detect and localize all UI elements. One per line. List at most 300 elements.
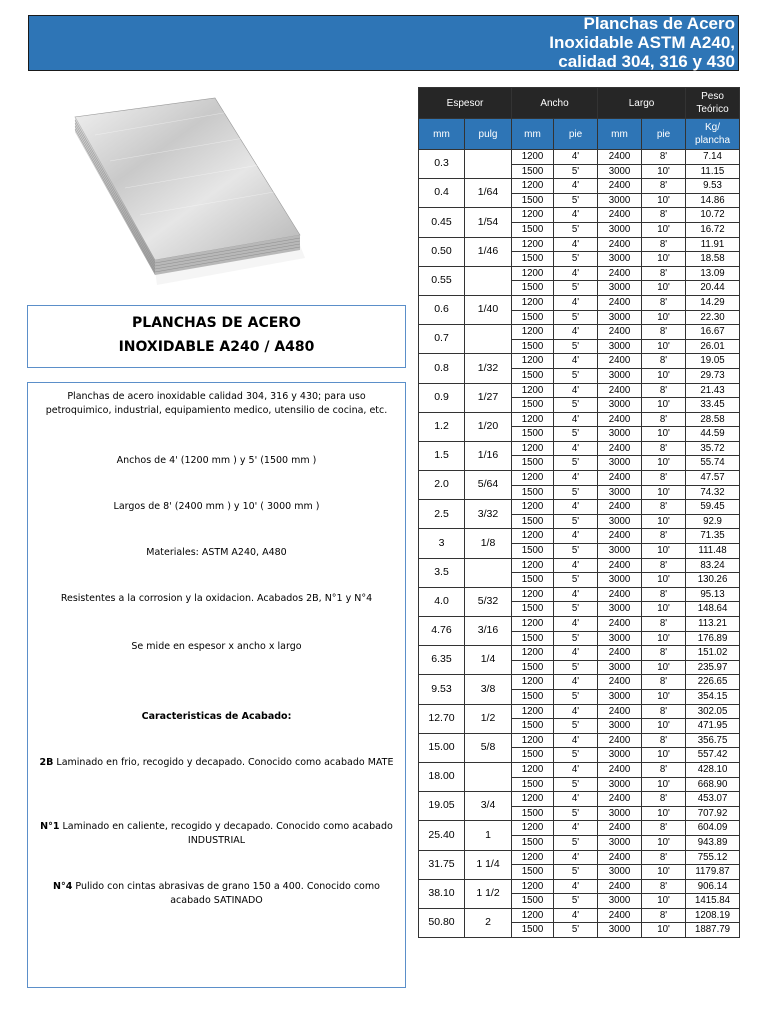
- length-ft-cell: 8': [642, 908, 686, 923]
- weight-cell: 35.72: [686, 441, 740, 456]
- weight-cell: 668.90: [686, 777, 740, 792]
- length-ft-cell: 8': [642, 587, 686, 602]
- width-ft-cell: 5': [554, 660, 598, 675]
- length-ft-cell: 10': [642, 894, 686, 909]
- width-ft-cell: 4': [554, 762, 598, 777]
- width-mm-cell: 1500: [512, 164, 554, 179]
- length-mm-cell: 3000: [598, 660, 642, 675]
- table-row: [419, 529, 740, 544]
- length-mm-cell: 3000: [598, 806, 642, 821]
- thickness-mm-cell: 4.76: [419, 617, 465, 646]
- weight-cell: 1179.87: [686, 865, 740, 880]
- finish-2b: [34, 756, 399, 770]
- width-mm-cell: 1200: [512, 762, 554, 777]
- table-row: [419, 908, 740, 923]
- banner-title-line-1: Planchas de Acero: [583, 14, 735, 33]
- width-ft-cell: 4': [554, 295, 598, 310]
- width-mm-cell: 1200: [512, 295, 554, 310]
- width-ft-cell: 5': [554, 689, 598, 704]
- thickness-mm-cell: 2.0: [419, 471, 465, 500]
- table-row: [419, 150, 740, 165]
- weight-cell: 19.05: [686, 354, 740, 369]
- weight-cell: 59.45: [686, 500, 740, 515]
- length-ft-cell: 8': [642, 558, 686, 573]
- table-row: [419, 412, 740, 427]
- length-ft-cell: 8': [642, 208, 686, 223]
- width-mm-cell: 1200: [512, 558, 554, 573]
- thickness-inch-cell: 1/8: [465, 529, 512, 558]
- length-mm-cell: 2400: [598, 792, 642, 807]
- weight-cell: 130.26: [686, 573, 740, 588]
- width-ft-cell: 5': [554, 806, 598, 821]
- width-ft-cell: 5': [554, 427, 598, 442]
- length-mm-cell: 3000: [598, 835, 642, 850]
- finish-heading: Caracteristicas de Acabado:: [141, 711, 292, 722]
- width-mm-cell: 1200: [512, 354, 554, 369]
- weight-cell: 1415.84: [686, 894, 740, 909]
- width-mm-cell: 1200: [512, 208, 554, 223]
- length-mm-cell: 3000: [598, 631, 642, 646]
- width-mm-cell: 1200: [512, 587, 554, 602]
- weight-cell: 1887.79: [686, 923, 740, 938]
- table-row: [419, 587, 740, 602]
- weight-cell: 453.07: [686, 792, 740, 807]
- banner-title-line-2: Inoxidable ASTM A240,: [549, 33, 735, 52]
- finish-2b-text: Laminado en frio, recogido y decapado. Conocido como acabado MATE: [53, 757, 394, 768]
- length-ft-cell: 8': [642, 295, 686, 310]
- width-ft-cell: 5': [554, 281, 598, 296]
- weight-cell: 92.9: [686, 514, 740, 529]
- length-mm-cell: 3000: [598, 368, 642, 383]
- weight-cell: 18.58: [686, 252, 740, 267]
- weight-cell: 354.15: [686, 689, 740, 704]
- length-mm-cell: 2400: [598, 266, 642, 281]
- width-ft-cell: 5': [554, 193, 598, 208]
- width-ft-cell: 5': [554, 252, 598, 267]
- table-row: [419, 675, 740, 690]
- length-ft-cell: 8': [642, 646, 686, 661]
- length-ft-cell: 10': [642, 222, 686, 237]
- length-mm-cell: 3000: [598, 573, 642, 588]
- table-row: [419, 558, 740, 573]
- weight-cell: 74.32: [686, 485, 740, 500]
- length-ft-cell: 10': [642, 777, 686, 792]
- thickness-inch-cell: 5/8: [465, 733, 512, 762]
- width-ft-cell: 4': [554, 266, 598, 281]
- weight-cell: 55.74: [686, 456, 740, 471]
- header-espesor-mm: mm: [419, 119, 465, 150]
- width-ft-cell: 5': [554, 631, 598, 646]
- table-row: [419, 821, 740, 836]
- thickness-mm-cell: 0.9: [419, 383, 465, 412]
- finish-n1-text: Laminado en caliente, recogido y decapado. Conocido como acabado INDUSTRIAL: [59, 821, 393, 846]
- width-mm-cell: 1500: [512, 719, 554, 734]
- length-mm-cell: 3000: [598, 252, 642, 267]
- table-row: [419, 295, 740, 310]
- width-mm-cell: 1500: [512, 310, 554, 325]
- width-mm-cell: 1500: [512, 660, 554, 675]
- weight-cell: 95.13: [686, 587, 740, 602]
- table-row: [419, 237, 740, 252]
- weight-cell: 906.14: [686, 879, 740, 894]
- length-mm-cell: 3000: [598, 310, 642, 325]
- width-ft-cell: 5': [554, 222, 598, 237]
- description-usage: Planchas de acero inoxidable calidad 304, 316 y 430; para uso petroquimico, industrial, equipamiento medico, utensilio de cocina, etc.: [45, 391, 388, 416]
- length-ft-cell: 10': [642, 427, 686, 442]
- width-mm-cell: 1200: [512, 908, 554, 923]
- thickness-inch-cell: 2: [465, 908, 512, 937]
- length-mm-cell: 2400: [598, 237, 642, 252]
- thickness-inch-cell: 3/16: [465, 617, 512, 646]
- length-mm-cell: 2400: [598, 354, 642, 369]
- length-mm-cell: 2400: [598, 179, 642, 194]
- length-mm-cell: 2400: [598, 762, 642, 777]
- thickness-mm-cell: 9.53: [419, 675, 465, 704]
- length-ft-cell: 8': [642, 792, 686, 807]
- length-mm-cell: 3000: [598, 923, 642, 938]
- length-ft-cell: 10': [642, 689, 686, 704]
- thickness-inch-cell: [465, 762, 512, 791]
- length-ft-cell: 8': [642, 471, 686, 486]
- length-ft-cell: 8': [642, 733, 686, 748]
- length-ft-cell: 8': [642, 529, 686, 544]
- length-ft-cell: 8': [642, 150, 686, 165]
- weight-cell: 7.14: [686, 150, 740, 165]
- header-peso-unit: [686, 119, 740, 150]
- length-mm-cell: 2400: [598, 412, 642, 427]
- width-ft-cell: 4': [554, 558, 598, 573]
- weight-cell: 9.53: [686, 179, 740, 194]
- table-row: [419, 471, 740, 486]
- length-ft-cell: 8': [642, 675, 686, 690]
- weight-cell: 11.15: [686, 164, 740, 179]
- width-ft-cell: 4': [554, 792, 598, 807]
- width-ft-cell: 4': [554, 383, 598, 398]
- length-mm-cell: 3000: [598, 281, 642, 296]
- width-mm-cell: 1500: [512, 806, 554, 821]
- weight-cell: 22.30: [686, 310, 740, 325]
- thickness-inch-cell: 1/54: [465, 208, 512, 237]
- length-ft-cell: 10': [642, 485, 686, 500]
- width-mm-cell: 1200: [512, 383, 554, 398]
- thickness-inch-cell: [465, 266, 512, 295]
- finish-n1: [34, 820, 399, 848]
- length-mm-cell: 3000: [598, 485, 642, 500]
- description-widths: Anchos de 4' (1200 mm ) y 5' (1500 mm ): [116, 455, 317, 466]
- width-mm-cell: 1500: [512, 222, 554, 237]
- length-mm-cell: 3000: [598, 193, 642, 208]
- length-mm-cell: 2400: [598, 646, 642, 661]
- width-ft-cell: 5': [554, 368, 598, 383]
- width-ft-cell: 4': [554, 529, 598, 544]
- width-mm-cell: 1500: [512, 398, 554, 413]
- length-mm-cell: 3000: [598, 339, 642, 354]
- width-mm-cell: 1200: [512, 529, 554, 544]
- length-mm-cell: 3000: [598, 894, 642, 909]
- weight-cell: 302.05: [686, 704, 740, 719]
- length-mm-cell: 2400: [598, 587, 642, 602]
- table-row: [419, 646, 740, 661]
- length-mm-cell: 2400: [598, 295, 642, 310]
- weight-cell: 29.73: [686, 368, 740, 383]
- thickness-mm-cell: 0.8: [419, 354, 465, 383]
- width-ft-cell: 4': [554, 733, 598, 748]
- table-row: [419, 879, 740, 894]
- length-ft-cell: 8': [642, 704, 686, 719]
- width-mm-cell: 1500: [512, 427, 554, 442]
- thickness-inch-cell: 5/32: [465, 587, 512, 616]
- header-ancho-pie: pie: [554, 119, 598, 150]
- thickness-mm-cell: 3.5: [419, 558, 465, 587]
- weight-cell: 176.89: [686, 631, 740, 646]
- length-ft-cell: 10': [642, 310, 686, 325]
- weight-cell: 428.10: [686, 762, 740, 777]
- length-mm-cell: 2400: [598, 325, 642, 340]
- width-mm-cell: 1500: [512, 573, 554, 588]
- width-mm-cell: 1200: [512, 500, 554, 515]
- thickness-inch-cell: 5/64: [465, 471, 512, 500]
- weight-cell: 10.72: [686, 208, 740, 223]
- width-ft-cell: 4': [554, 821, 598, 836]
- width-mm-cell: 1200: [512, 646, 554, 661]
- header-peso-line-2: Teórico: [696, 104, 729, 115]
- width-ft-cell: 4': [554, 500, 598, 515]
- header-peso: [686, 88, 740, 119]
- weight-cell: 226.65: [686, 675, 740, 690]
- length-mm-cell: 3000: [598, 719, 642, 734]
- header-peso-unit-line-2: plancha: [695, 135, 731, 146]
- thickness-inch-cell: 1 1/4: [465, 850, 512, 879]
- length-mm-cell: 2400: [598, 383, 642, 398]
- width-mm-cell: 1200: [512, 675, 554, 690]
- length-mm-cell: 2400: [598, 150, 642, 165]
- length-mm-cell: 2400: [598, 879, 642, 894]
- thickness-mm-cell: 38.10: [419, 879, 465, 908]
- thickness-inch-cell: 3/32: [465, 500, 512, 529]
- width-mm-cell: 1500: [512, 835, 554, 850]
- length-ft-cell: 10': [642, 660, 686, 675]
- length-ft-cell: 8': [642, 762, 686, 777]
- width-mm-cell: 1200: [512, 821, 554, 836]
- width-mm-cell: 1500: [512, 602, 554, 617]
- thickness-inch-cell: 1: [465, 821, 512, 850]
- length-mm-cell: 3000: [598, 748, 642, 763]
- table-row: [419, 179, 740, 194]
- table-row: [419, 792, 740, 807]
- width-mm-cell: 1500: [512, 894, 554, 909]
- weight-cell: 47.57: [686, 471, 740, 486]
- length-ft-cell: 10': [642, 544, 686, 559]
- product-title-line-1: PLANCHAS DE ACERO: [132, 315, 301, 331]
- thickness-mm-cell: 1.5: [419, 441, 465, 470]
- header-peso-line-1: Peso: [701, 91, 724, 102]
- table-row: [419, 354, 740, 369]
- length-ft-cell: 8': [642, 383, 686, 398]
- length-mm-cell: 2400: [598, 441, 642, 456]
- width-ft-cell: 5': [554, 456, 598, 471]
- length-ft-cell: 10': [642, 719, 686, 734]
- thickness-mm-cell: 25.40: [419, 821, 465, 850]
- description-materials: Materiales: ASTM A240, A480: [146, 547, 287, 558]
- thickness-mm-cell: 1.2: [419, 412, 465, 441]
- weight-cell: 16.72: [686, 222, 740, 237]
- thickness-mm-cell: 31.75: [419, 850, 465, 879]
- length-mm-cell: 3000: [598, 456, 642, 471]
- width-mm-cell: 1200: [512, 441, 554, 456]
- width-ft-cell: 4': [554, 441, 598, 456]
- width-mm-cell: 1500: [512, 252, 554, 267]
- length-mm-cell: 2400: [598, 558, 642, 573]
- finish-n1-code: N°1: [40, 821, 60, 832]
- thickness-mm-cell: 0.4: [419, 179, 465, 208]
- weight-cell: 113.21: [686, 617, 740, 632]
- weight-cell: 148.64: [686, 602, 740, 617]
- width-ft-cell: 4': [554, 179, 598, 194]
- width-mm-cell: 1200: [512, 150, 554, 165]
- length-ft-cell: 8': [642, 850, 686, 865]
- width-ft-cell: 4': [554, 412, 598, 427]
- weight-cell: 235.97: [686, 660, 740, 675]
- weight-cell: 26.01: [686, 339, 740, 354]
- length-mm-cell: 2400: [598, 500, 642, 515]
- banner-title-line-3: calidad 304, 316 y 430: [558, 52, 735, 71]
- weight-cell: 943.89: [686, 835, 740, 850]
- length-ft-cell: 10': [642, 252, 686, 267]
- thickness-inch-cell: [465, 558, 512, 587]
- width-ft-cell: 4': [554, 850, 598, 865]
- length-ft-cell: 10': [642, 806, 686, 821]
- width-mm-cell: 1500: [512, 514, 554, 529]
- width-mm-cell: 1200: [512, 879, 554, 894]
- thickness-inch-cell: 1/32: [465, 354, 512, 383]
- width-mm-cell: 1500: [512, 631, 554, 646]
- width-ft-cell: 4': [554, 237, 598, 252]
- width-ft-cell: 5': [554, 310, 598, 325]
- width-ft-cell: 5': [554, 573, 598, 588]
- width-ft-cell: 5': [554, 894, 598, 909]
- width-mm-cell: 1500: [512, 923, 554, 938]
- weight-cell: 557.42: [686, 748, 740, 763]
- length-mm-cell: 2400: [598, 675, 642, 690]
- length-ft-cell: 10': [642, 339, 686, 354]
- thickness-inch-cell: 1/46: [465, 237, 512, 266]
- table-row: [419, 617, 740, 632]
- length-mm-cell: 3000: [598, 398, 642, 413]
- length-ft-cell: 10': [642, 193, 686, 208]
- width-mm-cell: 1200: [512, 617, 554, 632]
- finish-n4-code: N°4: [53, 881, 73, 892]
- thickness-mm-cell: 0.50: [419, 237, 465, 266]
- thickness-mm-cell: 19.05: [419, 792, 465, 821]
- length-mm-cell: 3000: [598, 427, 642, 442]
- thickness-mm-cell: 15.00: [419, 733, 465, 762]
- thickness-inch-cell: 1/4: [465, 646, 512, 675]
- width-ft-cell: 5': [554, 923, 598, 938]
- length-ft-cell: 10': [642, 631, 686, 646]
- thickness-inch-cell: 1/27: [465, 383, 512, 412]
- length-ft-cell: 8': [642, 325, 686, 340]
- thickness-mm-cell: 4.0: [419, 587, 465, 616]
- length-ft-cell: 8': [642, 179, 686, 194]
- width-mm-cell: 1200: [512, 412, 554, 427]
- width-mm-cell: 1500: [512, 281, 554, 296]
- width-ft-cell: 5': [554, 164, 598, 179]
- length-ft-cell: 8': [642, 441, 686, 456]
- length-ft-cell: 10': [642, 602, 686, 617]
- weight-cell: 20.44: [686, 281, 740, 296]
- width-ft-cell: 5': [554, 485, 598, 500]
- weight-cell: 356.75: [686, 733, 740, 748]
- weight-cell: 14.86: [686, 193, 740, 208]
- width-mm-cell: 1500: [512, 865, 554, 880]
- weight-cell: 707.92: [686, 806, 740, 821]
- width-mm-cell: 1200: [512, 237, 554, 252]
- thickness-inch-cell: 1 1/2: [465, 879, 512, 908]
- width-mm-cell: 1200: [512, 471, 554, 486]
- width-ft-cell: 5': [554, 748, 598, 763]
- length-ft-cell: 10': [642, 456, 686, 471]
- width-mm-cell: 1200: [512, 733, 554, 748]
- thickness-inch-cell: 1/2: [465, 704, 512, 733]
- width-mm-cell: 1200: [512, 792, 554, 807]
- table-row: [419, 733, 740, 748]
- width-mm-cell: 1200: [512, 850, 554, 865]
- length-ft-cell: 10': [642, 281, 686, 296]
- width-ft-cell: 4': [554, 587, 598, 602]
- description-measure: Se mide en espesor x ancho x largo: [131, 641, 302, 652]
- header-largo-pie: pie: [642, 119, 686, 150]
- thickness-inch-cell: [465, 150, 512, 179]
- weight-cell: 111.48: [686, 544, 740, 559]
- weight-cell: 11.91: [686, 237, 740, 252]
- weight-cell: 71.35: [686, 529, 740, 544]
- length-mm-cell: 2400: [598, 471, 642, 486]
- width-ft-cell: 4': [554, 879, 598, 894]
- table-row: [419, 704, 740, 719]
- table-row: [419, 208, 740, 223]
- steel-sheets-image: [55, 95, 315, 285]
- width-ft-cell: 4': [554, 908, 598, 923]
- width-mm-cell: 1500: [512, 689, 554, 704]
- thickness-mm-cell: 2.5: [419, 500, 465, 529]
- width-mm-cell: 1500: [512, 339, 554, 354]
- length-ft-cell: 8': [642, 266, 686, 281]
- length-ft-cell: 8': [642, 237, 686, 252]
- product-title-box: [27, 305, 406, 368]
- length-ft-cell: 10': [642, 514, 686, 529]
- weight-cell: 755.12: [686, 850, 740, 865]
- thickness-mm-cell: 0.6: [419, 295, 465, 324]
- width-mm-cell: 1500: [512, 368, 554, 383]
- length-ft-cell: 10': [642, 573, 686, 588]
- description-finishes: Resistentes a la corrosion y la oxidacion. Acabados 2B, N°1 y N°4: [60, 593, 373, 604]
- length-mm-cell: 2400: [598, 733, 642, 748]
- weight-cell: 28.58: [686, 412, 740, 427]
- thickness-inch-cell: 1/20: [465, 412, 512, 441]
- finish-2b-code: 2B: [39, 757, 54, 768]
- length-ft-cell: 10': [642, 748, 686, 763]
- specifications-table-body: [419, 150, 740, 938]
- width-mm-cell: 1500: [512, 485, 554, 500]
- table-row: [419, 762, 740, 777]
- thickness-inch-cell: 1/64: [465, 179, 512, 208]
- width-ft-cell: 5': [554, 602, 598, 617]
- length-mm-cell: 2400: [598, 821, 642, 836]
- thickness-mm-cell: 6.35: [419, 646, 465, 675]
- length-ft-cell: 8': [642, 412, 686, 427]
- specifications-table: [418, 87, 740, 938]
- thickness-mm-cell: 0.45: [419, 208, 465, 237]
